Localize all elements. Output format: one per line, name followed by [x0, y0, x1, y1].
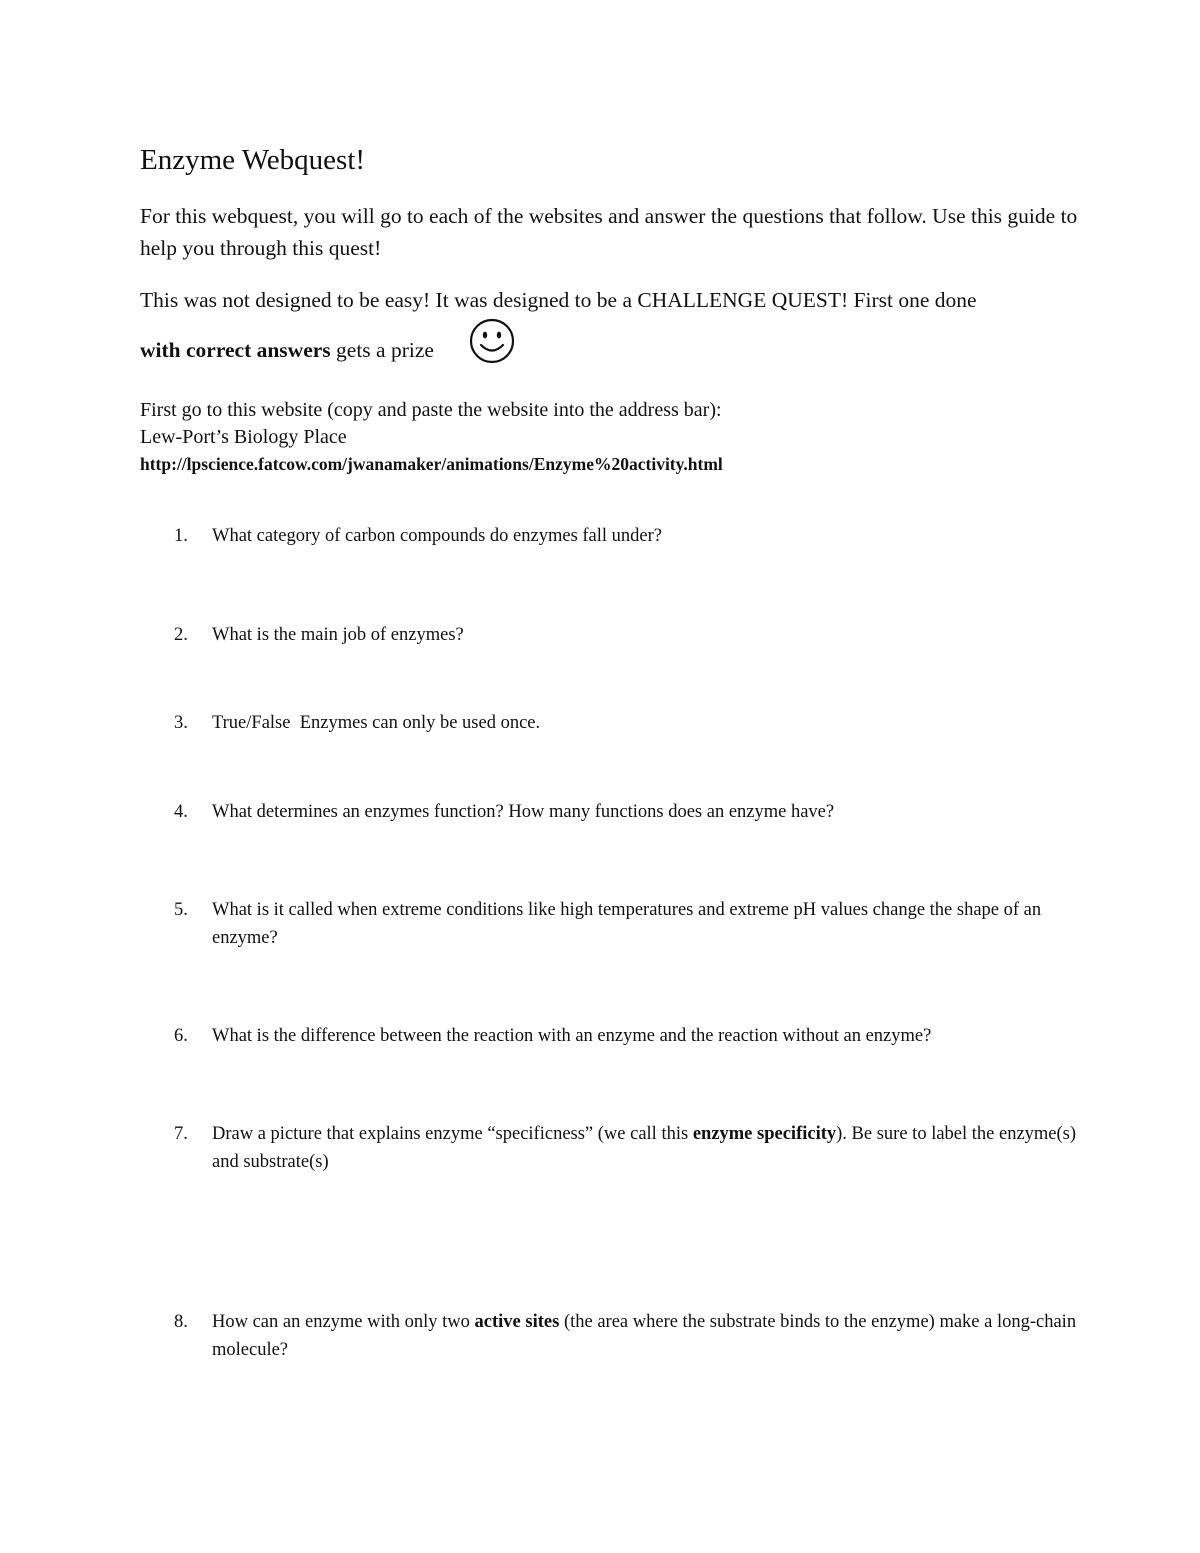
- question-text: What is it called when extreme conditions like high temperatures and extreme pH values change the shape of an enzyme?: [212, 900, 1042, 948]
- intro-paragraph: For this webquest, you will go to each of the websites and answer the questions that follow. Use this guide to help you through this quest!: [140, 204, 1078, 260]
- website-name: Lew-Port’s Biology Place: [140, 426, 347, 448]
- page-title: Enzyme Webquest!: [140, 144, 366, 176]
- smiley-face-icon: [469, 318, 515, 364]
- question-number: 4.: [174, 802, 188, 822]
- question-number: 2.: [174, 625, 188, 645]
- question-number: 8.: [174, 1312, 188, 1332]
- question-text: What is the main job of enzymes?: [212, 625, 464, 645]
- challenge-rest: gets a prize: [330, 338, 434, 362]
- question-text: True/False Enzymes can only be used once.: [212, 713, 541, 733]
- question-text: What determines an enzymes function? How many functions does an enzyme have?: [212, 802, 835, 822]
- question-text-pre: Draw a picture that explains enzyme “specificness” (we call this: [212, 1124, 693, 1144]
- question-number: 1.: [174, 526, 188, 546]
- question-text-post: ). Be sure to label the enzyme(s) and substrate(s): [212, 1124, 1077, 1172]
- question-number: 7.: [174, 1124, 188, 1144]
- challenge-line: This was not designed to be easy! It was designed to be a CHALLENGE QUEST! First one done: [140, 288, 977, 312]
- question-text-pre: How can an enzyme with only two: [212, 1312, 475, 1332]
- question-text: What category of carbon compounds do enzymes fall under?: [212, 526, 662, 546]
- website-instruction: First go to this website (copy and paste the website into the address bar):: [140, 399, 722, 421]
- challenge-bold: with correct answers: [140, 338, 331, 362]
- challenge-paragraph: [140, 284, 1080, 366]
- question-text-post: (the area where the substrate binds to the enzyme) make a long-chain molecule?: [212, 1312, 1077, 1360]
- question-text: What is the difference between the reaction with an enzyme and the reaction without an enzyme?: [212, 1026, 932, 1046]
- website-url-link[interactable]: http://lpscience.fatcow.com/jwanamaker/animations/Enzyme%20activity.html: [140, 454, 723, 474]
- question-bold-term: active sites: [474, 1312, 560, 1332]
- question-number: 5.: [174, 900, 188, 920]
- question-text: [212, 1120, 1092, 1176]
- website-section: [140, 397, 723, 478]
- question-text: [212, 1308, 1092, 1364]
- question-number: 6.: [174, 1026, 188, 1046]
- question-bold-term: enzyme specificity: [692, 1124, 837, 1144]
- question-number: 3.: [174, 713, 188, 733]
